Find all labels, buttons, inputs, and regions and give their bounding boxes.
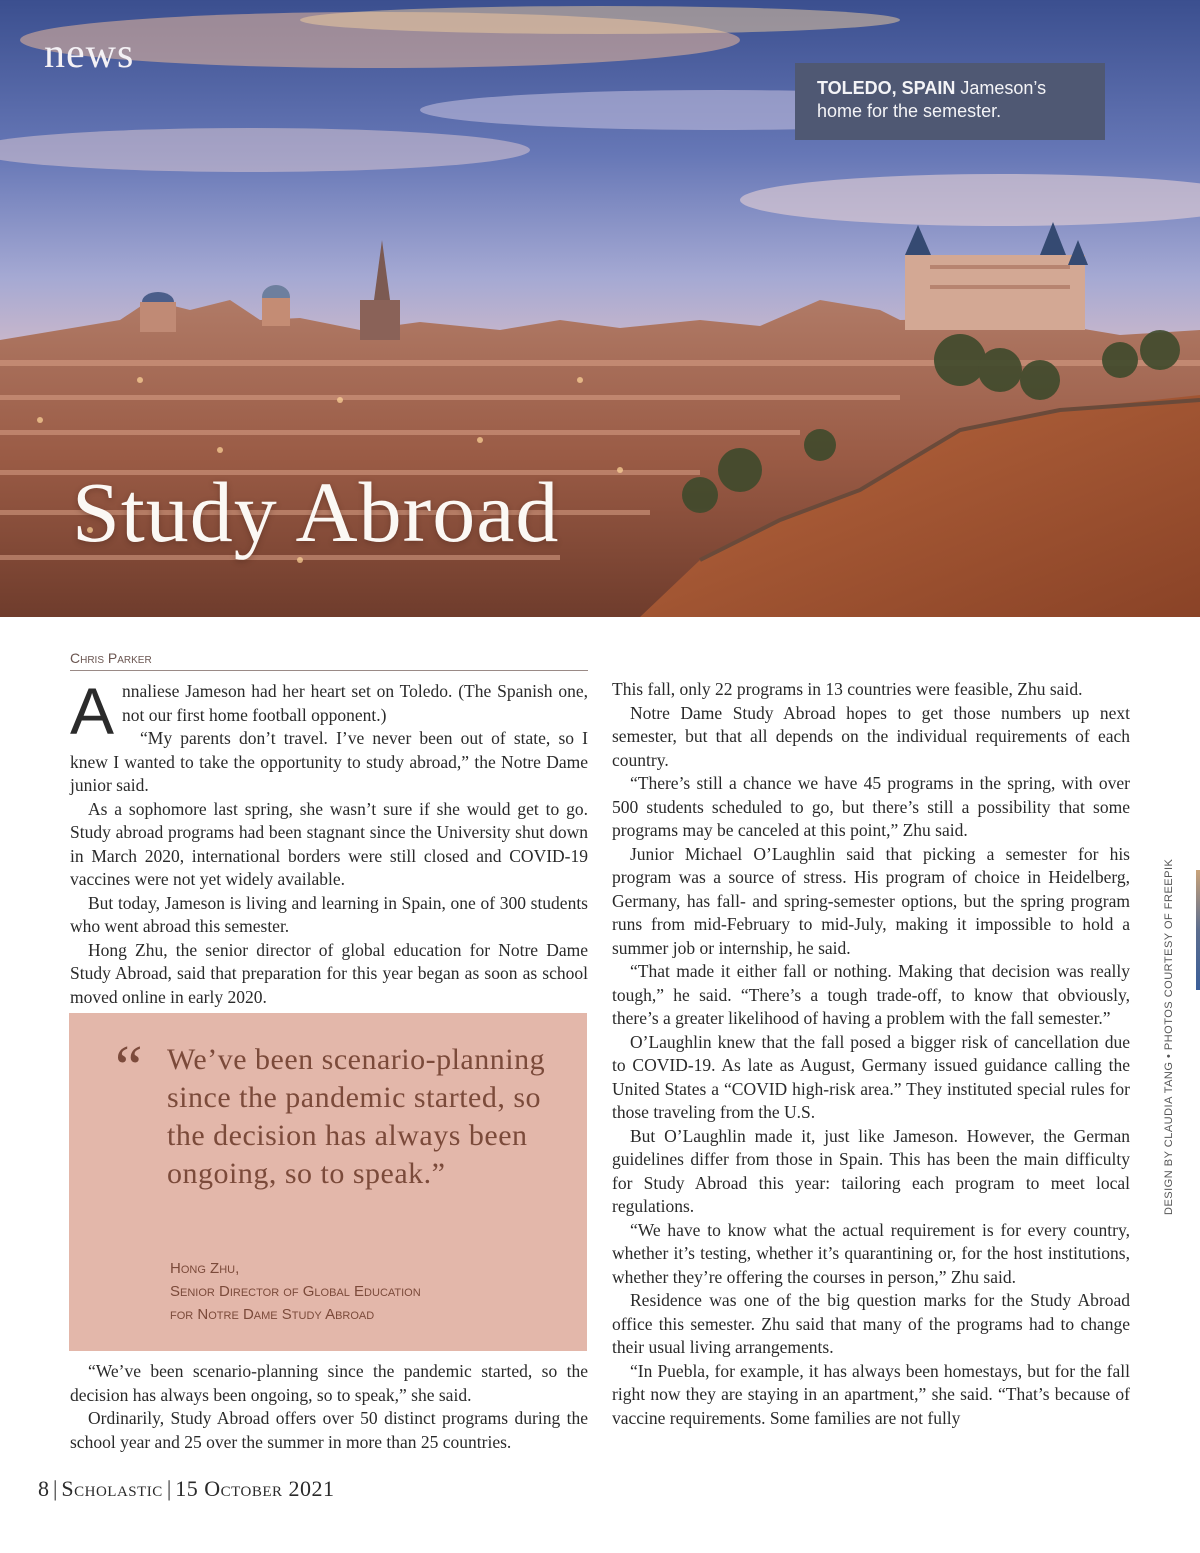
paragraph: Junior Michael O’Laughlin said that picking a semester for his program was a source of stress. His program of choice in Heidelberg, Germany, has fall- and spring-semester options, but the spring program runs from mid-February to mid-July, making it impossible to hold a summer job or internship, he said.: [612, 843, 1130, 958]
quote-mark-icon: “: [115, 1034, 143, 1102]
publication-name: Scholastic: [61, 1476, 163, 1501]
paragraph-text: nnaliese Jameson had her heart set on Toledo. (The Spanish one, not our first home football opponent.): [122, 681, 588, 725]
pull-quote-attribution: [170, 1257, 421, 1326]
attribution-title-line-1: Senior Director of Global Education: [170, 1283, 421, 1300]
paragraph: “There’s still a chance we have 45 programs in the spring, with over 500 students scheduled to go, but there’s still a possibility that some programs may be canceled at this point,” Zhu said.: [612, 773, 1130, 840]
paragraph: “That made it either fall or nothing. Making that decision was really tough,” he said. “There’s a tough trade-off, to know that obviously, there’s a greater likelihood of having a problem with the fall semester.”: [612, 961, 1130, 1028]
footer-separator: |: [166, 1476, 172, 1501]
paragraph: “We’ve been scenario-planning since the pandemic started, so the decision has always been ongoing, so to speak,” she said.: [70, 1361, 588, 1405]
article-column-right: [612, 678, 1130, 1430]
design-photo-credit: DESIGN BY CLAUDIA TANG • PHOTOS COURTESY OF FREEPIK: [1163, 858, 1175, 1215]
paragraph: Hong Zhu, the senior director of global education for Notre Dame Study Abroad, said that preparation for this year began as soon as school moved online in early 2020.: [70, 939, 588, 1007]
paragraph: “We have to know what the actual requirement is for every country, whether it’s testing, whether it’s quarantining or, for the host institutions, whether they’re offering the courses in person,” Zhu said.: [612, 1219, 1130, 1287]
caption-location: TOLEDO, SPAIN: [817, 78, 956, 98]
paragraph: As a sophomore last spring, she wasn’t sure if she would get to go. Study abroad programs had been stagnant since the University shut down in March 2020, international borders were still closed and COVID-19 vaccines were not yet widely available.: [70, 798, 588, 889]
section-label: news: [44, 31, 135, 77]
paragraph: “My parents don’t travel. I’ve never been out of state, so I knew I wanted to take the opportunity to study abroad,” the Notre Dame junior said.: [70, 728, 588, 795]
paragraph: But today, Jameson is living and learning in Spain, one of 300 students who went abroad this semester.: [70, 892, 588, 936]
article-column-left-bottom: [70, 1360, 588, 1454]
page-edge-strip: [1196, 870, 1200, 990]
paragraph: This fall, only 22 programs in 13 countries were feasible, Zhu said.: [612, 679, 1083, 699]
page-footer: [38, 1476, 335, 1502]
caption-text: Jameson’s home for the semester.: [817, 78, 1047, 121]
article-headline: Study Abroad: [72, 464, 560, 560]
attribution-name: Hong Zhu,: [170, 1260, 240, 1277]
paragraph: Ordinarily, Study Abroad offers over 50 distinct programs during the school year and 25 over the summer in more than 25 countries.: [70, 1408, 588, 1452]
drop-cap: A: [70, 674, 115, 748]
hero-photo-toledo: [0, 0, 1200, 617]
page-number: 8: [38, 1476, 49, 1501]
footer-separator: |: [53, 1476, 58, 1501]
paragraph: “In Puebla, for example, it has always been homestays, but for the fall right now they are staying in an apartment,” she said. “That’s because of vaccine requirements. Some families are not fully: [612, 1360, 1130, 1428]
pull-quote: [69, 1013, 587, 1351]
byline: Chris Parker: [70, 650, 588, 671]
pull-quote-text: We’ve been scenario-planning since the pandemic started, so the decision has always been ongoing, so to speak.”: [167, 1043, 546, 1190]
paragraph: [70, 674, 588, 748]
photo-caption: [795, 63, 1105, 140]
paragraph: But O’Laughlin made it, just like Jameson. However, the German guidelines differ from those in Spain. This has been the main difficulty for Study Abroad this year: tailoring each program to meet local regulations.: [612, 1125, 1130, 1216]
paragraph: O’Laughlin knew that the fall posed a bigger risk of cancellation due to COVID-19. As late as August, Germany issued guidance calling the United States a “COVID high-risk area.” They instituted special rules for those traveling from the U.S.: [612, 1031, 1130, 1122]
paragraph: Notre Dame Study Abroad hopes to get those numbers up next semester, but that all depends on the individual requirements of each country.: [612, 702, 1130, 770]
article-column-left-top: [70, 674, 588, 1009]
attribution-title-line-2: for Notre Dame Study Abroad: [170, 1306, 375, 1323]
paragraph: Residence was one of the big question marks for the Study Abroad office this semester. Zhu said that many of the programs had to change their usual living arrangements.: [612, 1290, 1130, 1357]
issue-date: 15 October 2021: [175, 1476, 335, 1501]
